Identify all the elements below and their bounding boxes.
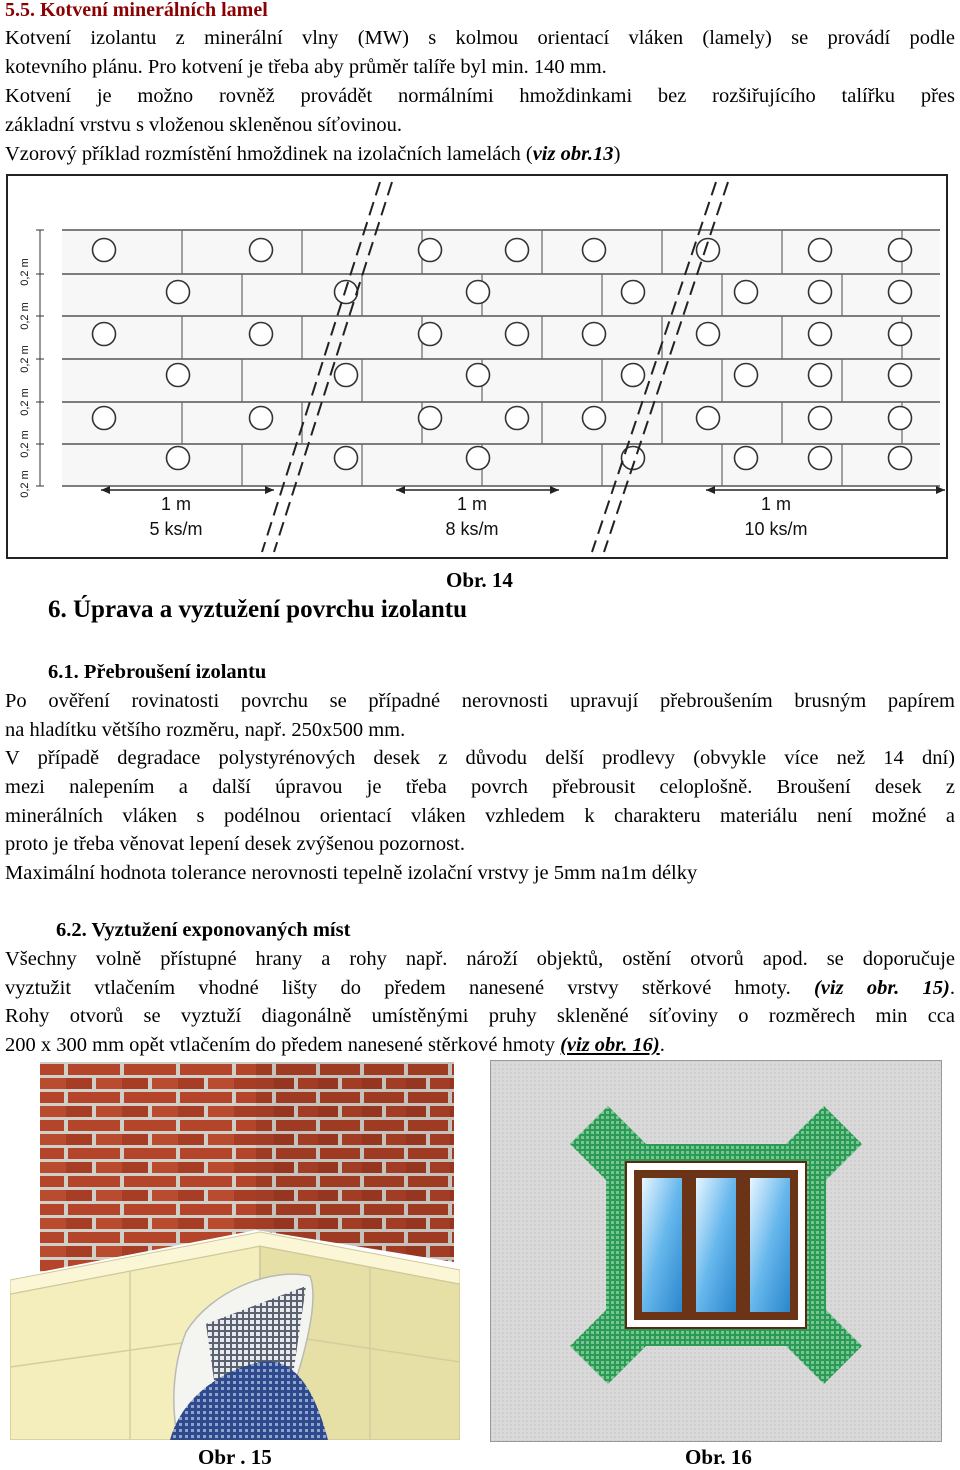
row-label: 0,2 m	[19, 258, 31, 286]
dowel-marker	[697, 407, 720, 430]
dowel-marker	[735, 447, 758, 470]
paragraph-line: proto je třeba věnovat lepení desek zvýšenou pozornost.	[5, 833, 465, 855]
window-diagonal-mesh-illustration	[490, 1060, 942, 1442]
paragraph-line: minerálních vláken s podélnou orientací vláken vzhledem k charakteru materiálu není možné a	[5, 805, 955, 827]
row-label: 0,2 m	[19, 302, 31, 330]
dowel-marker	[467, 364, 490, 387]
figure-14-caption: Obr. 14	[446, 568, 513, 592]
corner-reinforcement-illustration	[10, 1062, 460, 1440]
figure-15-caption: Obr . 15	[198, 1445, 272, 1469]
dowel-marker	[419, 407, 442, 430]
dowel-marker	[419, 239, 442, 262]
paragraph-line: kotevního plánu. Pro kotvení je třeba aby průměr talíře byl min. 140 mm.	[5, 56, 607, 78]
figure-13-reference: viz obr.13	[532, 143, 614, 165]
dowel-marker	[622, 281, 645, 304]
section-width-label: 1 m	[760, 494, 792, 514]
dowel-marker	[889, 239, 912, 262]
paragraph-line	[5, 974, 955, 1003]
dowel-marker	[467, 281, 490, 304]
dowel-marker	[889, 364, 912, 387]
paragraph-line: Kotvení je možno rovněž provádět normálními hmoždinkami bez rozšiřujícího talířku přes	[5, 85, 955, 107]
paragraph-line: mezi nalepením a další úpravou je třeba povrch přebrousit celoplošně. Broušení desek z	[5, 776, 955, 798]
dowel-marker	[809, 281, 832, 304]
brick-wall-right	[256, 1062, 454, 1262]
paragraph-line: Rohy otvorů se vyztuží diagonálně umístěnými pruhy skleněné síťoviny o rozměrech min cca	[5, 1005, 955, 1027]
paragraph-text: .	[659, 1034, 665, 1056]
paragraph-text: .	[949, 977, 955, 999]
paragraph-line	[5, 1031, 955, 1060]
dowel-marker	[809, 364, 832, 387]
dowel-marker	[622, 364, 645, 387]
paragraph-line: V případě degradace polystyrénových desek z důvodu delší prodlevy (obvykle více než 14 dní)	[5, 747, 955, 769]
section-width-label: 1 m	[456, 494, 488, 514]
dowel-marker	[506, 407, 529, 430]
section-5-5-heading: 5.5. Kotvení minerálních lamel	[5, 0, 268, 21]
figure-16-caption: Obr. 16	[685, 1445, 752, 1469]
dowel-marker	[419, 323, 442, 346]
window-pane	[642, 1178, 682, 1312]
dowel-marker	[250, 323, 273, 346]
dowel-marker	[93, 239, 116, 262]
section-density-label: 8 ks/m	[445, 519, 499, 539]
dowel-marker	[809, 239, 832, 262]
dowel-marker	[583, 323, 606, 346]
dowel-marker	[735, 364, 758, 387]
dowel-marker	[809, 323, 832, 346]
dowel-marker	[467, 447, 490, 470]
section-density-label: 5 ks/m	[149, 519, 203, 539]
section-density-label: 10 ks/m	[744, 519, 808, 539]
paragraph-line: základní vrstvu s vloženou skleněnou síťovinou.	[5, 114, 403, 136]
paragraph-line: na hladítku většího rozměru, např. 250x500 mm.	[5, 719, 406, 741]
dowel-marker	[250, 239, 273, 262]
dowel-marker	[809, 407, 832, 430]
figure-16-reference: (viz obr. 16)	[560, 1034, 660, 1056]
paragraph-line: Kotvení izolantu z minerální vlny (MW) s kolmou orientací vláken (lamely) se provádí podle	[5, 27, 955, 49]
window-pane	[696, 1178, 736, 1312]
dowel-marker	[167, 281, 190, 304]
dowel-marker	[889, 323, 912, 346]
dowel-marker	[583, 407, 606, 430]
row-label: 0,2 m	[19, 388, 31, 416]
section-6-heading: 6. Úprava a vyztužení povrchu izolantu	[48, 596, 467, 623]
window-pane	[750, 1178, 790, 1312]
dowel-marker	[167, 447, 190, 470]
dowel-marker	[506, 323, 529, 346]
paragraph-text: vyztužit vtlačením vhodné lišty do předem nanesené vrstvy stěrkové hmoty.	[5, 977, 814, 999]
example-suffix: )	[613, 143, 621, 165]
row-label: 0,2 m	[19, 345, 31, 373]
dowel-marker	[335, 281, 358, 304]
dowel-marker	[583, 239, 606, 262]
paragraph-line: Všechny volně přístupné hrany a rohy např. nároží objektů, ostění otvorů apod. se doporučuje	[5, 948, 955, 970]
dowel-marker	[335, 364, 358, 387]
dowel-marker	[735, 281, 758, 304]
dowel-marker	[889, 281, 912, 304]
dowel-marker	[506, 239, 529, 262]
example-prefix: Vzorový příklad rozmístění hmoždinek na izolačních lamelách (	[5, 143, 533, 165]
anchor-layout-diagram	[6, 174, 948, 559]
section-6-2-heading: 6.2. Vyztužení exponovaných míst	[56, 919, 351, 941]
dowel-marker	[93, 323, 116, 346]
row-label: 0,2 m	[19, 430, 31, 458]
dowel-marker	[889, 407, 912, 430]
dowel-marker	[809, 447, 832, 470]
lamella-background	[62, 230, 940, 486]
section-6-1-heading: 6.1. Přebroušení izolantu	[48, 661, 267, 683]
example-line	[5, 140, 955, 169]
figure-15-reference: (viz obr. 15)	[813, 977, 950, 999]
dowel-marker	[93, 407, 116, 430]
dowel-marker	[167, 364, 190, 387]
paragraph-line: Maximální hodnota tolerance nerovnosti tepelně izolační vrstvy je 5mm na1m délky	[5, 862, 698, 884]
dowel-marker	[335, 447, 358, 470]
dowel-marker	[250, 407, 273, 430]
paragraph-text: 200 x 300 mm opět vtlačením do předem nanesené stěrkové hmoty	[5, 1034, 561, 1056]
section-width-label: 1 m	[160, 494, 192, 514]
dowel-marker	[697, 323, 720, 346]
paragraph-line: Po ověření rovinatosti povrchu se případné nerovnosti upravují přebroušením brusným papírem	[5, 690, 955, 712]
row-label: 0,2 m	[19, 470, 31, 498]
dowel-marker	[889, 447, 912, 470]
